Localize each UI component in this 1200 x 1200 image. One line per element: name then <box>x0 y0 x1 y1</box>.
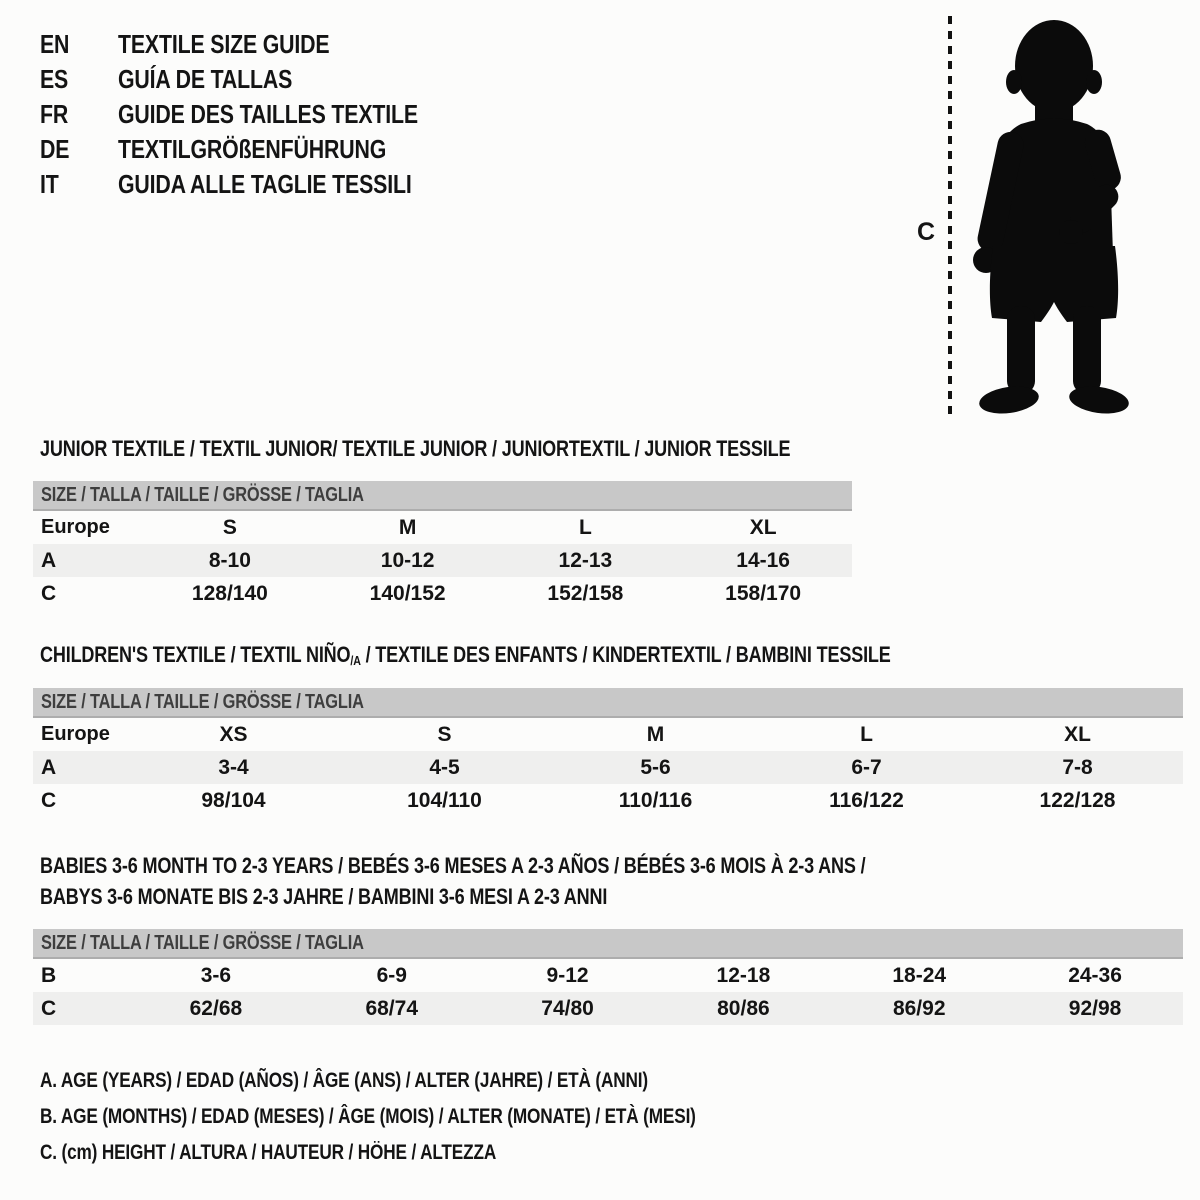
language-row-de <box>40 132 484 167</box>
table-row-height <box>33 577 852 610</box>
age-cell: 12-18 <box>716 963 771 987</box>
language-row-es <box>40 62 484 97</box>
height-measure-label: C <box>917 218 936 246</box>
toddler-silhouette-icon <box>969 16 1139 418</box>
language-code: FR <box>40 99 69 129</box>
table-row-age <box>33 544 852 577</box>
guide-title-en: TEXTILE SIZE GUIDE <box>118 29 330 59</box>
language-code: DE <box>40 134 70 164</box>
language-row-en <box>40 27 484 62</box>
height-measure-dashed-line <box>947 16 953 416</box>
table-row-europe <box>33 718 1183 751</box>
language-row-it <box>40 167 484 202</box>
measure-legend <box>40 1063 840 1171</box>
height-cell: 92/98 <box>1068 996 1122 1020</box>
legend-text-b: B. AGE (MONTHS) / EDAD (MESES) / ÂGE (MOIS) / ALTER (MONATE) / ETÀ (MESI) <box>40 1105 696 1128</box>
table-row-height <box>33 992 1183 1025</box>
height-cell: 158/170 <box>725 581 802 605</box>
row-label: Europe <box>41 516 110 538</box>
legend-line-b <box>40 1099 840 1135</box>
age-cell: 3-6 <box>200 963 232 987</box>
size-cell: XL <box>749 515 777 539</box>
height-cell: 152/158 <box>547 581 624 605</box>
heading-children-post: / TEXTILE DES ENFANTS / KINDERTEXTIL / BAMBINI TESSILE <box>360 642 891 667</box>
table-row-age-months <box>33 959 1183 992</box>
age-cell: 4-5 <box>429 755 460 779</box>
guide-title-it: GUIDA ALLE TAGLIE TESSILI <box>118 169 412 199</box>
height-cell: 128/140 <box>191 581 268 605</box>
heading-children-pre: CHILDREN'S TEXTILE / TEXTIL NIÑO <box>40 642 351 667</box>
age-cell: 18-24 <box>892 963 947 987</box>
size-cell: M <box>398 515 417 539</box>
language-title-list <box>40 27 484 202</box>
children-size-table <box>33 688 1183 817</box>
section-heading-babies <box>40 850 1047 912</box>
row-label: C <box>41 996 57 1020</box>
age-cell: 10-12 <box>380 548 435 572</box>
size-cell: L <box>860 722 873 746</box>
height-cell: 122/128 <box>1039 788 1116 812</box>
age-cell: 12-13 <box>558 548 613 572</box>
height-cell: 116/122 <box>829 788 904 812</box>
table-row-age <box>33 751 1183 784</box>
height-cell: 104/110 <box>407 788 482 812</box>
babies-size-table <box>33 929 1183 1025</box>
height-cell: 62/68 <box>189 996 243 1020</box>
section-heading-children <box>40 642 891 668</box>
height-cell: 74/80 <box>541 996 594 1020</box>
legend-line-a <box>40 1063 840 1099</box>
legend-text-a: A. AGE (YEARS) / EDAD (AÑOS) / ÂGE (ANS) / ALTER (JAHRE) / ETÀ (ANNI) <box>40 1069 648 1092</box>
height-cell: 98/104 <box>201 788 266 812</box>
height-cell: 86/92 <box>892 996 946 1020</box>
language-row-fr <box>40 97 484 132</box>
size-header-label: SIZE / TALLA / TAILLE / GRÖSSE / TAGLIA <box>41 931 364 954</box>
height-cell: 68/74 <box>365 996 419 1020</box>
age-cell: 3-4 <box>218 755 249 779</box>
height-cell: 110/116 <box>618 788 693 812</box>
age-cell: 6-7 <box>851 755 882 779</box>
heading-babies-line2: BABYS 3-6 MONATE BIS 2-3 JAHRE / BAMBINI 3-6 MESI A 2-3 ANNI <box>40 884 608 909</box>
size-header-bar <box>33 481 852 511</box>
height-cell: 80/86 <box>717 996 770 1020</box>
size-cell: XL <box>1064 722 1091 746</box>
size-header-bar <box>33 929 1183 959</box>
size-header-bar <box>33 688 1183 718</box>
guide-title-de: TEXTILGRÖßENFÜHRUNG <box>118 134 387 164</box>
heading-babies-line1: BABIES 3-6 MONTH TO 2-3 YEARS / BEBÉS 3-6 MESES A 2-3 AÑOS / BÉBÉS 3-6 MOIS À 2-3 ANS / <box>40 853 866 878</box>
size-cell: M <box>646 722 665 746</box>
row-label: A <box>41 548 57 572</box>
height-figure <box>903 12 1153 424</box>
heading-children-sub: /A <box>350 653 361 668</box>
row-label: C <box>41 788 57 812</box>
junior-size-table <box>33 481 852 610</box>
section-heading-junior: JUNIOR TEXTILE / TEXTIL JUNIOR/ TEXTILE JUNIOR / JUNIORTEXTIL / JUNIOR TESSILE <box>40 436 791 461</box>
row-label: B <box>41 963 57 987</box>
size-cell: L <box>578 515 592 539</box>
size-header-label: SIZE / TALLA / TAILLE / GRÖSSE / TAGLIA <box>41 483 364 506</box>
row-label: Europe <box>41 723 110 745</box>
age-cell: 14-16 <box>736 548 790 572</box>
language-code: ES <box>40 64 69 94</box>
language-code: EN <box>40 29 70 59</box>
size-cell: S <box>437 722 452 746</box>
age-cell: 8-10 <box>208 548 251 572</box>
age-cell: 24-36 <box>1068 963 1122 987</box>
size-cell: S <box>222 515 237 539</box>
guide-title-es: GUÍA DE TALLAS <box>118 64 293 94</box>
age-cell: 7-8 <box>1062 755 1093 779</box>
age-cell: 9-12 <box>546 963 589 987</box>
age-cell: 6-9 <box>376 963 407 987</box>
table-row-europe <box>33 511 852 544</box>
size-cell: XS <box>219 722 248 746</box>
size-header-label: SIZE / TALLA / TAILLE / GRÖSSE / TAGLIA <box>41 690 364 713</box>
height-cell: 140/152 <box>369 581 446 605</box>
guide-title-fr: GUIDE DES TAILLES TEXTILE <box>118 99 418 129</box>
legend-line-c <box>40 1135 840 1171</box>
legend-text-c: C. (cm) HEIGHT / ALTURA / HAUTEUR / HÖHE / ALTEZZA <box>40 1141 497 1164</box>
age-cell: 5-6 <box>640 755 671 779</box>
table-row-height <box>33 784 1183 817</box>
row-label: A <box>41 755 57 779</box>
language-code: IT <box>40 169 59 199</box>
row-label: C <box>41 581 57 605</box>
